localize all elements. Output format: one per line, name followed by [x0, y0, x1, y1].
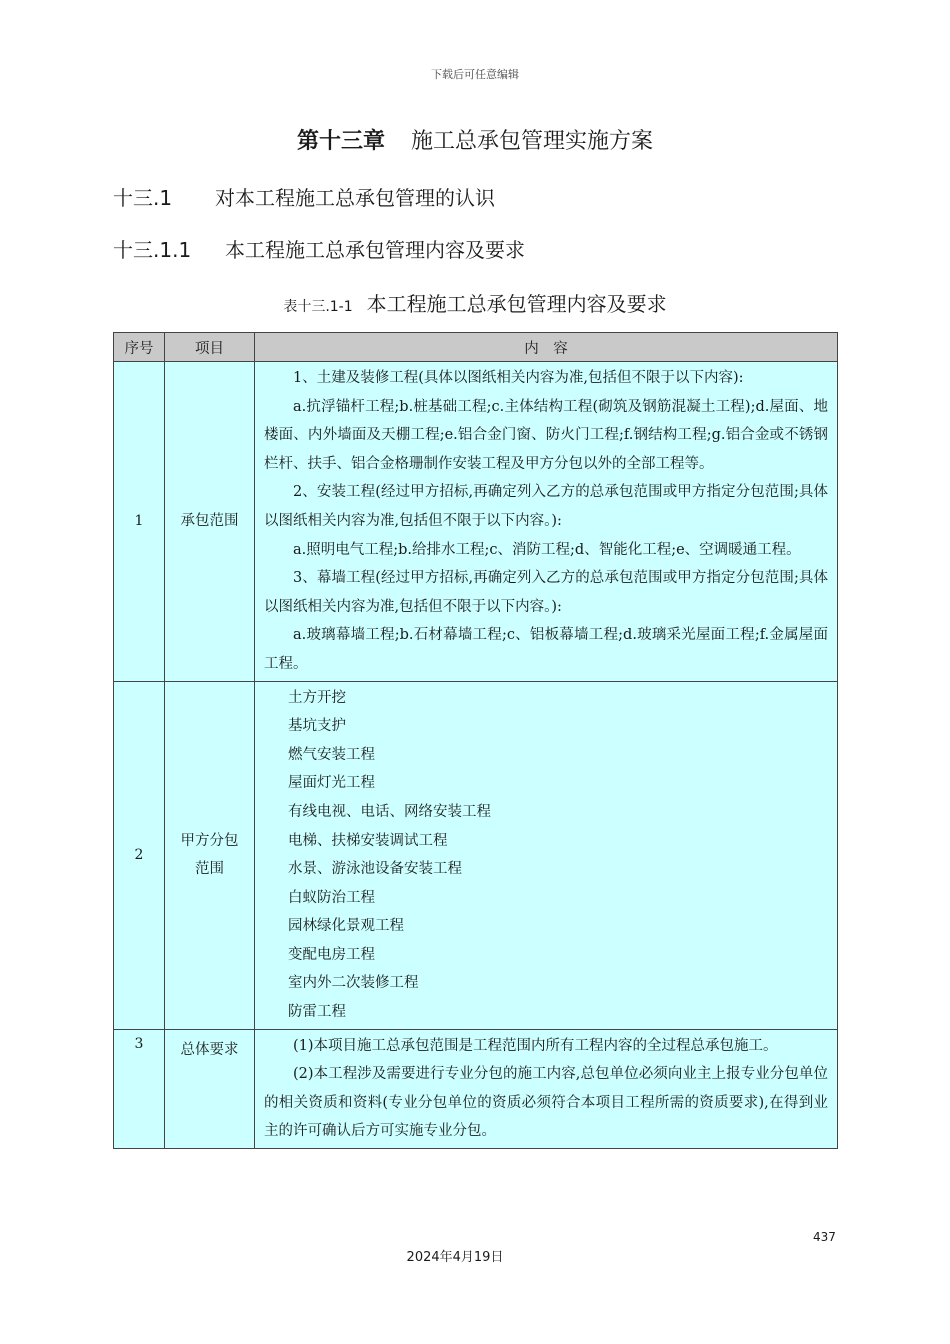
- section-heading-1: [113, 182, 495, 211]
- content-paragraph: 2、安装工程(经过甲方招标,再确定列入乙方的总承包范围或甲方指定分包范围;具体以图纸相关内容为准,包括但不限于以下内容。):: [264, 484, 828, 529]
- table-header-row: [114, 333, 838, 362]
- list-item: 防雷工程: [288, 1004, 346, 1021]
- section-heading-2: [113, 234, 525, 263]
- header-num: 序号: [114, 333, 165, 362]
- content-paragraph: 3、幕墙工程(经过甲方招标,再确定列入乙方的总承包范围或甲方指定分包范围;具体以图纸相关内容为准,包括但不限于以下内容。):: [264, 570, 828, 615]
- row-item-line: 范围: [195, 861, 224, 878]
- list-item: 土方开挖: [288, 689, 346, 706]
- chapter-title: [0, 124, 950, 155]
- table-row: [114, 681, 838, 1029]
- row-item: 总体要求: [165, 1029, 255, 1148]
- list-item: 白蚁防治工程: [288, 889, 375, 906]
- list-item: 水景、游泳池设备安装工程: [288, 861, 462, 878]
- row-content: [255, 362, 838, 682]
- list-item: 屋面灯光工程: [288, 775, 375, 792]
- list-item: 基坑支护: [288, 718, 346, 735]
- table-row: [114, 362, 838, 682]
- row-number: 1: [114, 362, 165, 682]
- header-item: 项目: [165, 333, 255, 362]
- table-caption-title: 本工程施工总承包管理内容及要求: [366, 292, 667, 316]
- list-item: 燃气安装工程: [288, 746, 375, 763]
- row-item: [165, 681, 255, 1029]
- table-caption: [0, 288, 950, 317]
- chapter-title-text: 施工总承包管理实施方案: [411, 129, 654, 154]
- row-content: [255, 681, 838, 1029]
- list-item: 室内外二次装修工程: [288, 975, 419, 992]
- table-row: [114, 1029, 838, 1148]
- list-item: 园林绿化景观工程: [288, 918, 404, 935]
- row-item: 承包范围: [165, 362, 255, 682]
- header-note: 下载后可任意编辑: [431, 68, 519, 81]
- content-paragraph: 1、土建及装修工程(具体以图纸相关内容为准,包括但不限于以下内容):: [293, 370, 744, 386]
- list-item: 有线电视、电话、网络安装工程: [288, 803, 491, 820]
- row-content: [255, 1029, 838, 1148]
- row-number: 3: [114, 1029, 165, 1148]
- scope-table: [113, 332, 838, 1149]
- list-item: 电梯、扶梯安装调试工程: [288, 832, 448, 849]
- row-item-line: 甲方分包: [180, 833, 239, 850]
- content-paragraph: a.抗浮锚杆工程;b.桩基础工程;c.主体结构工程(砌筑及钢筋混凝土工程);d.屋面、地楼面、内外墙面及天棚工程;e.铝合金门窗、防火门工程;f.钢结构工程;g.铝合金或不锈钢栏杆、扶手、铝合金格珊制作安装工程及甲方分包以外的全部工程等。: [264, 398, 828, 472]
- subsection-title: 本工程施工总承包管理内容及要求: [225, 238, 525, 262]
- chapter-number: 第十三章: [296, 129, 385, 154]
- content-paragraph: a.玻璃幕墙工程;b.石材幕墙工程;c、铝板幕墙工程;d.玻璃采光屋面工程;f.金属屋面工程。: [264, 627, 828, 672]
- content-paragraph: (2)本工程涉及需要进行专业分包的施工内容,总包单位必须向业主上报专业分包单位的相关资质和资料(专业分包单位的资质必须符合本项目工程所需的资质要求),在得到业主的许可确认后方可实施专业分包。: [264, 1066, 828, 1140]
- table-caption-number: 表十三.1-1: [283, 299, 353, 315]
- section-title: 对本工程施工总承包管理的认识: [215, 186, 495, 210]
- row-number: 2: [114, 681, 165, 1029]
- subsection-number: 十三.1.1: [113, 238, 192, 262]
- content-paragraph: (1)本项目施工总承包范围是工程范围内所有工程内容的全过程总承包施工。: [293, 1037, 778, 1054]
- footer-date: 2024年4月19日: [406, 1250, 504, 1265]
- header-content: 内 容: [255, 333, 838, 362]
- list-item: 变配电房工程: [288, 946, 375, 963]
- page-number: 437: [813, 1230, 836, 1244]
- content-paragraph: a.照明电气工程;b.给排水工程;c、消防工程;d、智能化工程;e、空调暖通工程。: [293, 541, 801, 558]
- section-number: 十三.1: [113, 186, 173, 210]
